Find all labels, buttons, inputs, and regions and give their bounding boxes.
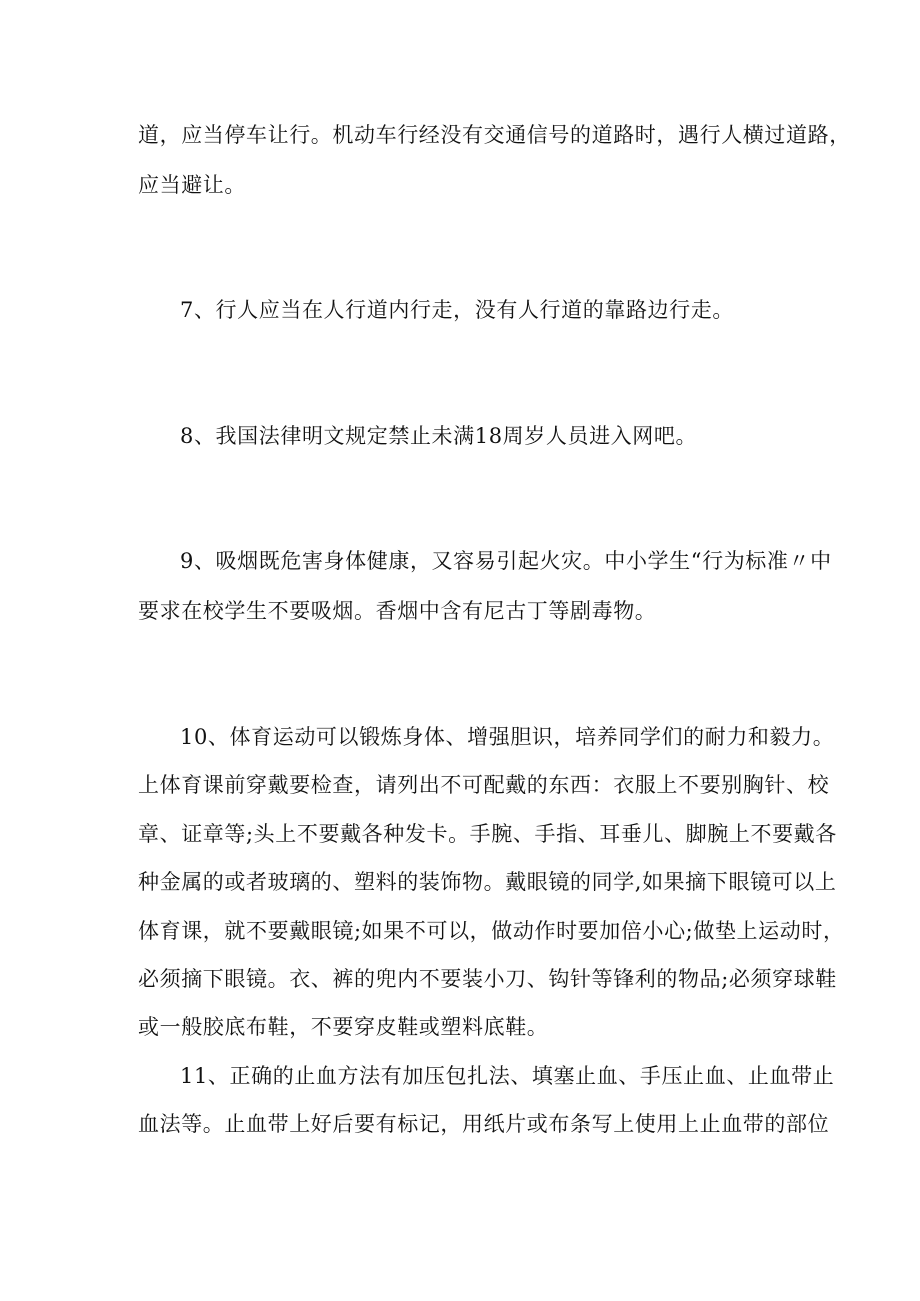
item-10-text: 上体育课前穿戴要检查，请列出不可配戴的东西：衣服上不要别胸针、校 — [138, 773, 830, 797]
paragraph-line: 应当避让。 — [138, 173, 246, 197]
item-8-text: 8、我国法律明文规定禁止未满18周岁人员进入网吧。 — [180, 424, 698, 448]
item-10-text: 体育课，就不要戴眼镜;如果不可以，做动作时要加倍小心;做垫上运动时， — [138, 919, 845, 943]
item-10-text: 或一般胶底布鞋，不要穿皮鞋或塑料底鞋。 — [138, 1015, 549, 1039]
item-11-text: 11、正确的止血方法有加压包扎法、填塞止血、手压止血、止血带止 — [180, 1064, 835, 1088]
item-10-text: 10、体育运动可以锻炼身体、增强胆识，培养同学们的耐力和毅力。 — [180, 725, 835, 749]
item-10-text: 必须摘下眼镜。衣、裤的兜内不要装小刀、钩针等锋利的物品;必须穿球鞋 — [138, 967, 837, 991]
item-7-text: 7、行人应当在人行道内行走，没有人行道的靠路边行走。 — [180, 298, 734, 322]
paragraph-line: 道，应当停车让行。机动车行经没有交通信号的道路时，遇行人横过道路， — [138, 123, 851, 147]
item-10-text: 种金属的或者玻璃的、塑料的装饰物。戴眼镜的同学,如果摘下眼镜可以上 — [138, 870, 837, 894]
item-10-text: 章、证章等;头上不要戴各种发卡。手腕、手指、耳垂儿、脚腕上不要戴各 — [138, 822, 837, 846]
item-9-text: 要求在校学生不要吸烟。香烟中含有尼古丁等剧毒物。 — [138, 599, 657, 623]
item-11-text: 血法等。止血带上好后要有标记，用纸片或布条写上使用上止血带的部位 — [138, 1112, 830, 1136]
item-9-text: 9、吸烟既危害身体健康，又容易引起火灾。中小学生“行为标准〃中 — [180, 549, 832, 573]
